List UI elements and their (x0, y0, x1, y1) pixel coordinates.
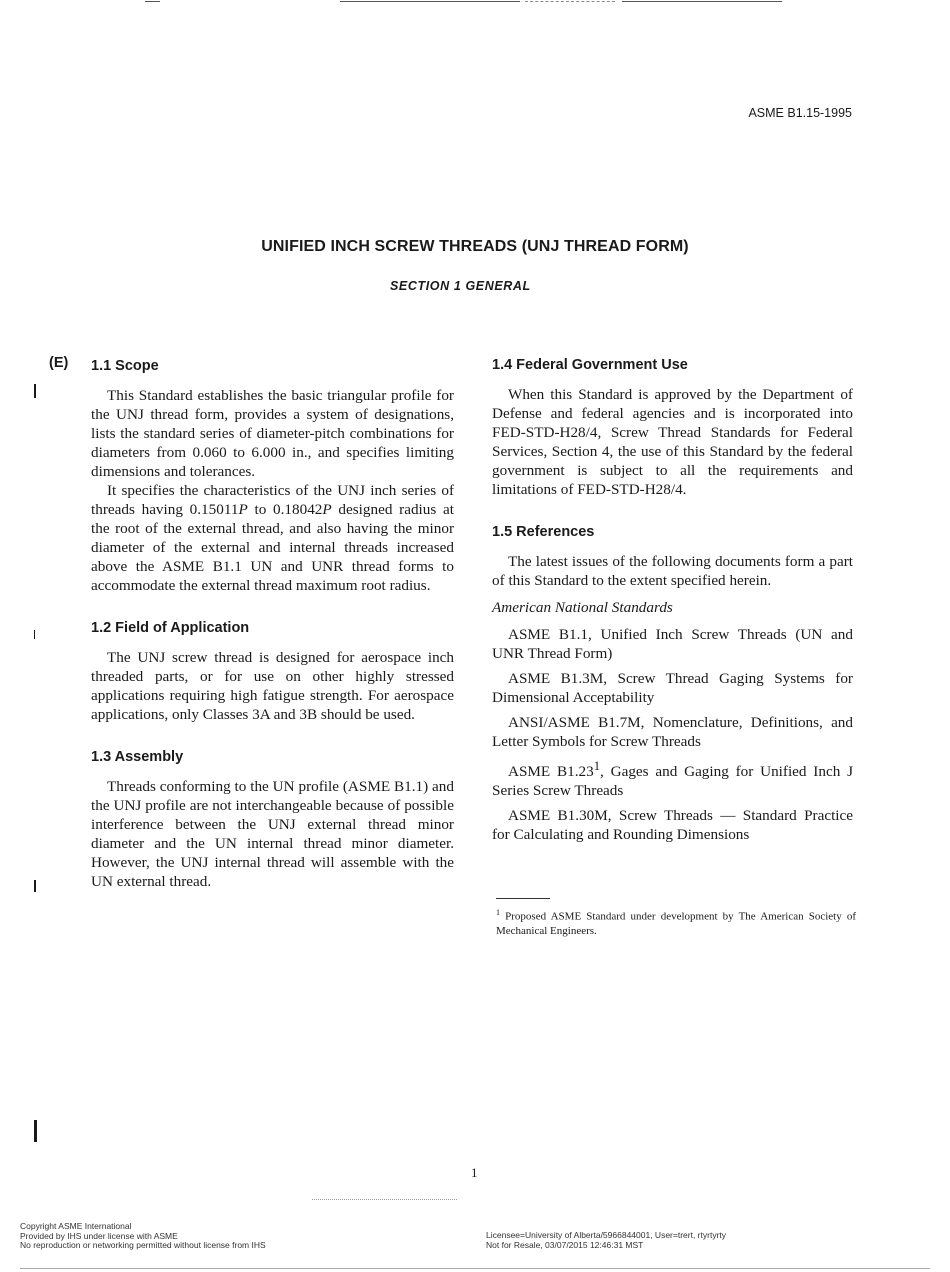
footer-line: Licensee=University of Alberta/5966844001, User=trert, rtyrtyrty (486, 1230, 727, 1240)
edition-mark: (E) (49, 355, 69, 371)
footnote-text: Proposed ASME Standard under development by The American Society of Mechanical Engineers. (496, 910, 857, 937)
footer-line: Copyright ASME International (20, 1221, 132, 1231)
change-bar (34, 880, 36, 892)
references-subhead: American National Standards (492, 599, 673, 616)
top-rule-2 (340, 1, 520, 2)
reference-item: ASME B1.30M, Screw Threads — Standard Practice for Calculating and Rounding Dimensions (492, 807, 853, 844)
bottom-rule (20, 1268, 930, 1269)
heading-references: 1.5 References (492, 524, 595, 540)
heading-assembly: 1.3 Assembly (91, 749, 184, 765)
footer-license (486, 1231, 726, 1250)
scope-paragraph-1: This Standard establishes the basic triangular profile for the UNJ thread form, provides a system of designations, lists the standard series of diameter-pitch combinations for diameters from 0.060 to 6.000 in., and specifies limiting dimensions and tolerances. (91, 387, 454, 480)
heading-field-of-application: 1.2 Field of Application (91, 620, 250, 636)
change-bar (34, 384, 36, 398)
footnote-mark: 1 (496, 908, 500, 917)
footer-copyright (20, 1222, 266, 1251)
standard-id: ASME B1.15-1995 (748, 106, 852, 120)
reference-item: ASME B1.3M, Screw Thread Gaging Systems for Dimensional Acceptability (492, 670, 853, 706)
page-number: 1 (471, 1165, 478, 1180)
heading-federal-government-use: 1.4 Federal Government Use (492, 357, 688, 373)
federal-paragraph: When this Standard is approved by the Department of Defense and federal agencies and is incorporated into FED-STD-H28/4, Screw Thread Standards for Federal Services, Section 4, the use of this Standard by the federal government is subject to all the requirements and limitations of FED-STD-H28/4. (492, 386, 853, 498)
scope-paragraph-2: It specifies the characteristics of the UNJ inch series of threads having 0.15011P to 0.18042P designed radius at the root of the external thread, and also having the minor diameter of the external and internal threads increased above the ASME B1.1 UN and UNR thread forms to accommodate the external thread maximum root radius. (91, 482, 454, 594)
change-bar (34, 1120, 37, 1142)
footer-line: Provided by IHS under license with ASME (20, 1230, 178, 1241)
change-bar (34, 630, 35, 639)
top-rule-3 (525, 1, 615, 2)
field-paragraph: The UNJ screw thread is designed for aerospace inch threaded parts, or for use on other highly stressed applications requiring high fatigue strength. For aerospace applications, only Classes 3A and 3B should be used. (91, 649, 454, 723)
page-title: UNIFIED INCH SCREW THREADS (UNJ THREAD FORM) (261, 238, 689, 255)
references-intro: The latest issues of the following documents form a part of this Standard to the extent specified herein. (492, 553, 853, 589)
top-rule-1 (145, 1, 160, 2)
reference-item: ASME B1.23$^1$, Gages and Gaging for Unified Inch J Series Screw Threads (492, 759, 853, 800)
assembly-paragraph: Threads conforming to the UN profile (ASME B1.1) and the UNJ profile are not interchangeable because of possible interference between the UNJ external thread minor diameter and the UN internal thread minor diameter. However, the UNJ internal thread will assemble with the UN external thread. (91, 778, 454, 890)
right-column (492, 356, 853, 850)
section-title: SECTION 1 GENERAL (390, 279, 531, 293)
reference-item: ANSI/ASME B1.7M, Nomenclature, Definitions, and Letter Symbols for Screw Threads (492, 714, 853, 750)
scan-dots (312, 1199, 457, 1200)
footnote-ref: 1 (593, 759, 601, 773)
footnote-rule (496, 898, 550, 899)
top-rule-4 (622, 1, 782, 2)
reference-item: ASME B1.1, Unified Inch Screw Threads (UN and UNR Thread Form) (492, 626, 853, 662)
footnote (496, 906, 856, 938)
footer-line: No reproduction or networking permitted without license from IHS (20, 1240, 266, 1250)
left-column (91, 357, 454, 891)
footer-line: Not for Resale, 03/07/2015 12:46:31 MST (486, 1239, 644, 1250)
heading-scope: 1.1 Scope (91, 358, 159, 374)
